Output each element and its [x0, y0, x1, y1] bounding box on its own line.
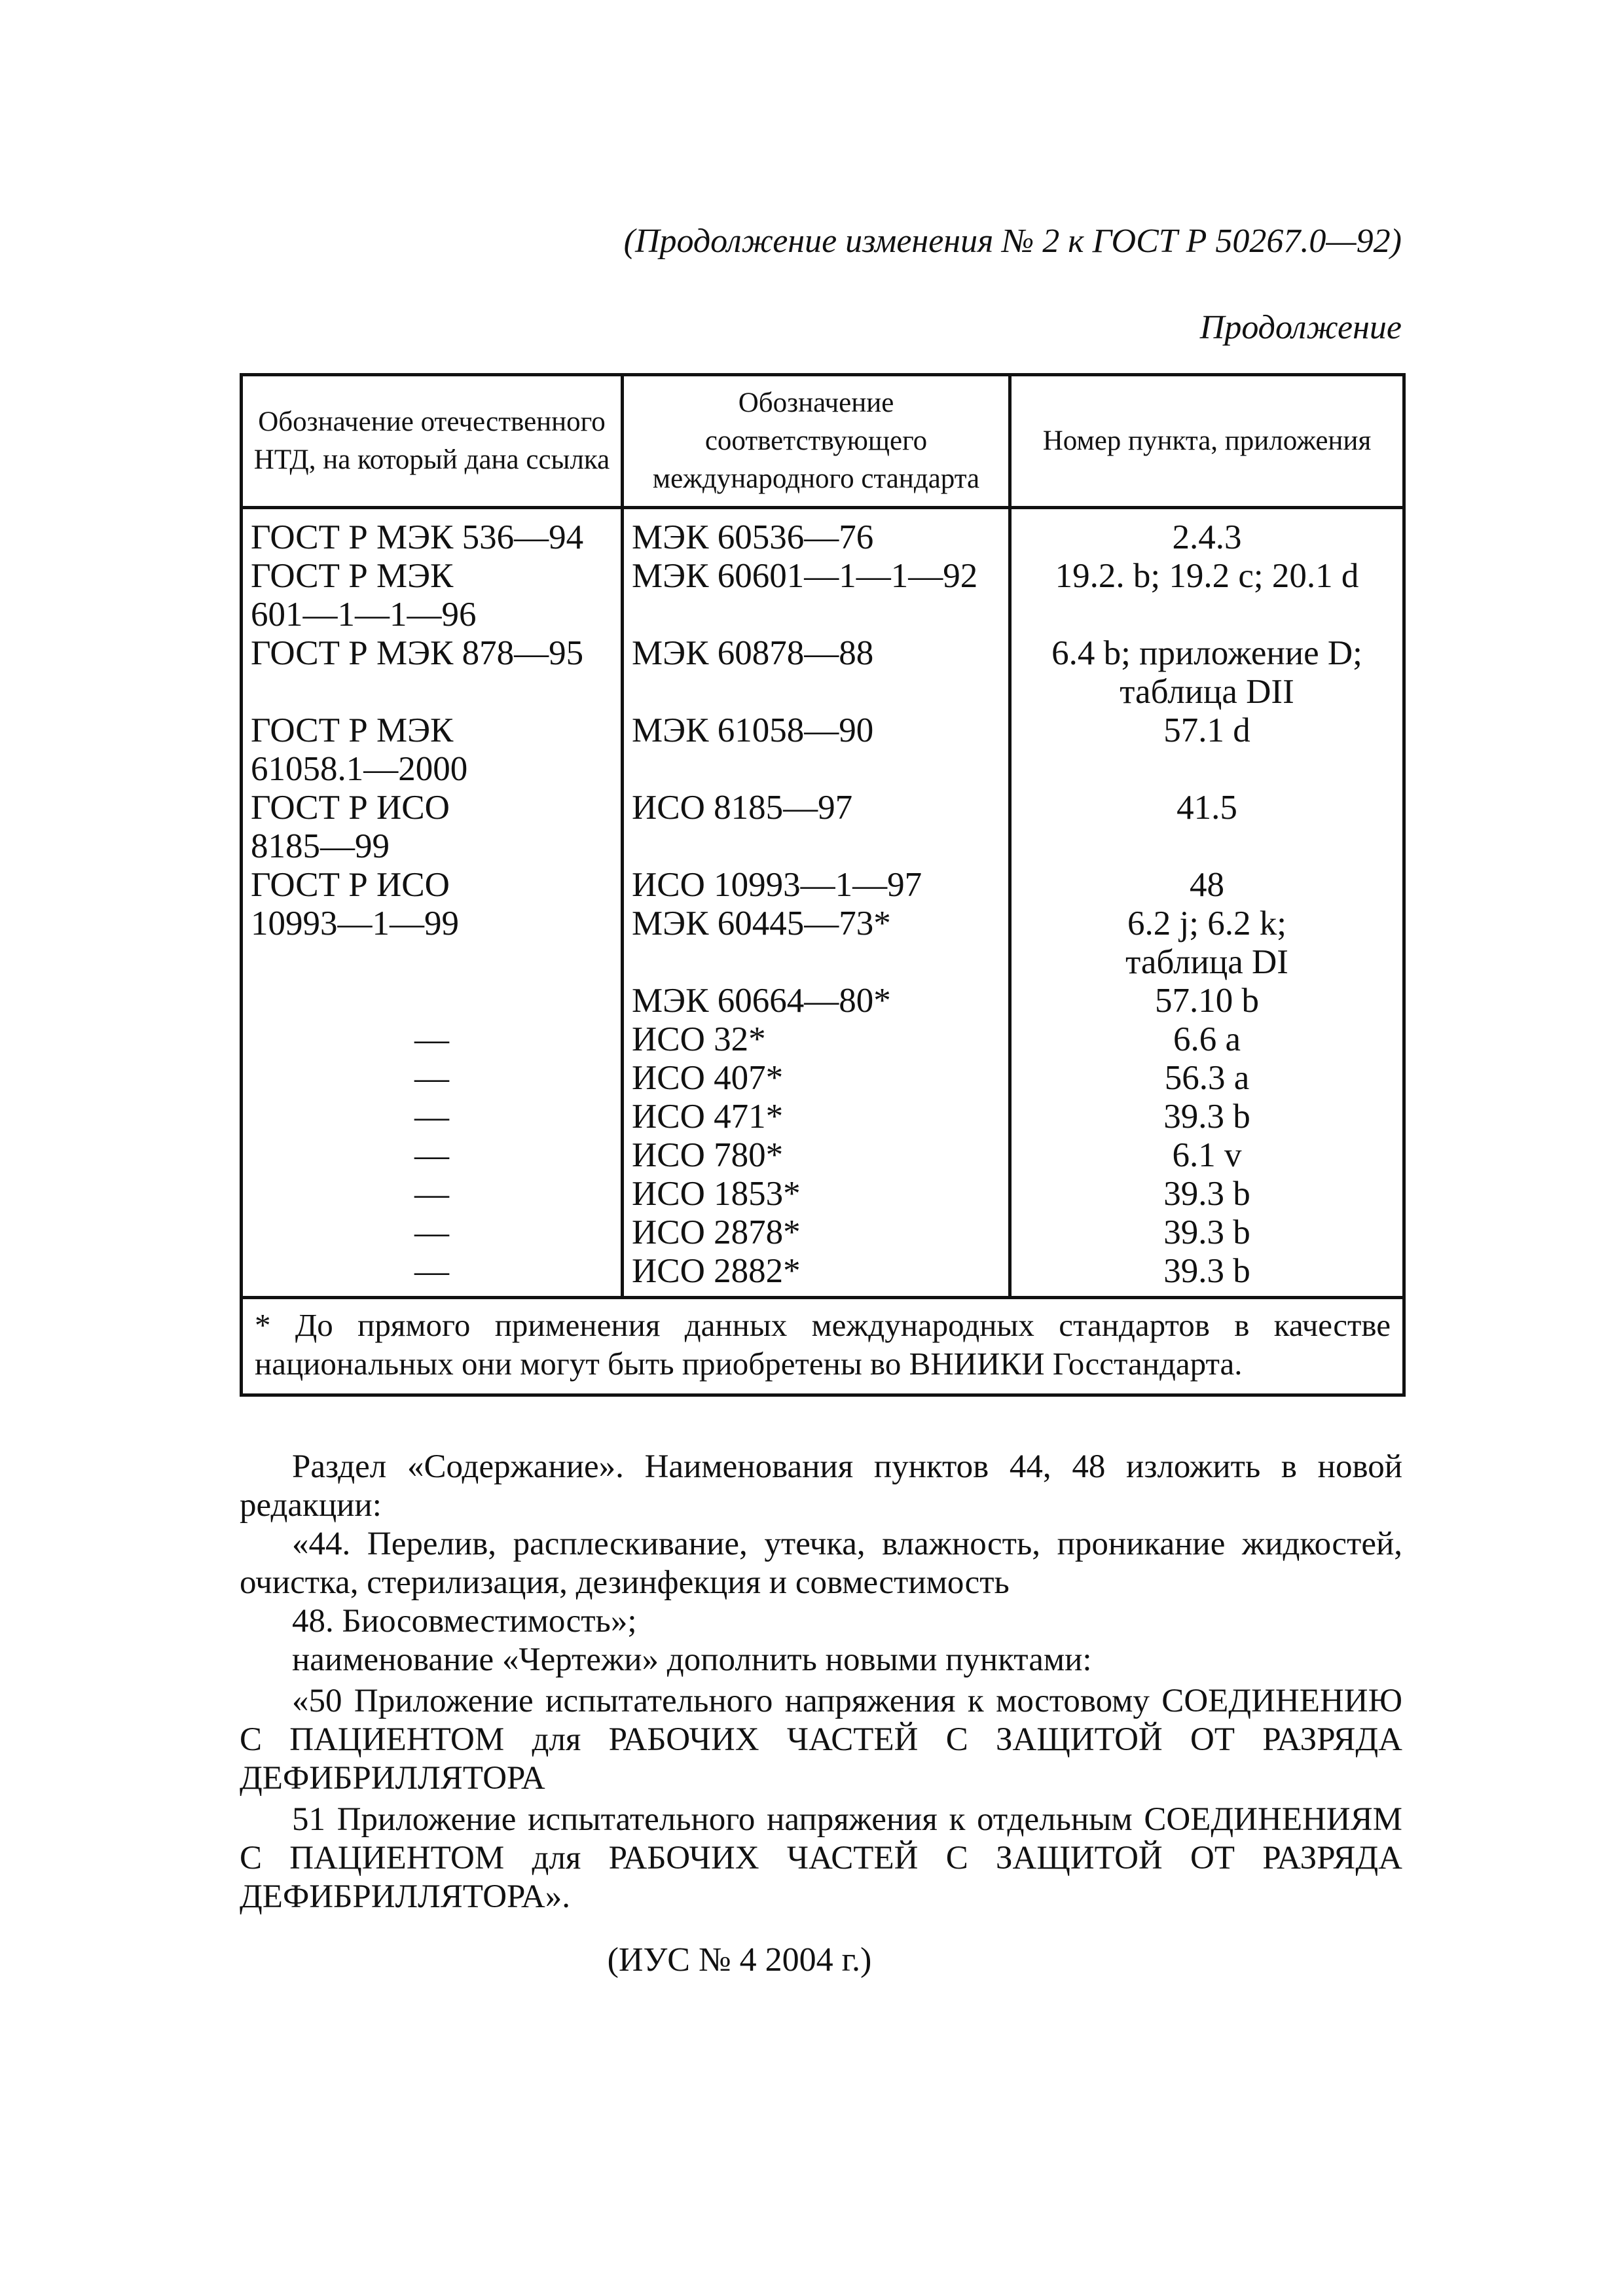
col-header-domestic: Обозначение отечественного НТД, на который дана ссылка: [242, 375, 623, 508]
paragraph-item-48: 48. Биосовместимость»;: [292, 1603, 637, 1640]
cell-international-standard: ИСО 780*: [623, 1136, 1010, 1175]
table-row: [242, 1252, 1404, 1298]
paragraph-item-51: 51 Приложение испытательного напряжения к отдельным СОЕДИНЕНИЯМ С ПАЦИЕНТОМ для РАБОЧИХ ЧАСТЕЙ С ЗАЩИТОЙ ОТ РАЗРЯДА ДЕФИБРИЛЛЯТОРА».: [240, 1801, 1402, 1915]
table-row: [242, 634, 1404, 711]
cell-clause: 6.6 a: [1010, 1020, 1404, 1059]
table-footnote: * До прямого применения данных международных стандартов в качестве национальных они могут быть приобретены во ВНИИКИ Госстандарта.: [242, 1298, 1404, 1395]
reference-table: [240, 373, 1406, 1397]
source-text: (ИУС № 4 2004 г.): [607, 1941, 872, 1979]
table-row: [242, 1059, 1404, 1098]
cell-international-standard: ИСО 2878*: [623, 1213, 1010, 1252]
table-row: [242, 1098, 1404, 1136]
table-row: [242, 982, 1404, 1020]
cell-international-standard: ИСО 2882*: [623, 1252, 1010, 1298]
cell-clause: 6.4 b; приложение D; таблица DII: [1010, 634, 1404, 711]
cell-international-standard: МЭК 61058—90: [623, 711, 1010, 789]
table-body: [242, 508, 1404, 1298]
cell-clause: 39.3 b: [1010, 1252, 1404, 1298]
paragraph-contents-section: Раздел «Содержание». Наименования пунктов 44, 48 изложить в новой редакции:: [240, 1448, 1402, 1524]
cell-international-standard: ИСО 407*: [623, 1059, 1010, 1098]
paragraph-item-44: «44. Перелив, расплескивание, утечка, влажность, проникание жидкостей, очистка, стерилизация, дезинфекция и совместимость: [240, 1526, 1402, 1601]
table-row: [242, 789, 1404, 866]
document-header: (Продолжение изменения № 2 к ГОСТ Р 50267.0—92): [623, 223, 1402, 260]
cell-clause: 39.3 b: [1010, 1175, 1404, 1213]
cell-domestic-standard: ГОСТ Р МЭК 878—95: [242, 634, 623, 711]
table-row: [242, 866, 1404, 982]
cell-international-standard: ИСО 10993—1—97 МЭК 60445—73*: [623, 866, 1010, 982]
cell-domestic-standard: ГОСТ Р ИСО 8185—99: [242, 789, 623, 866]
table-row: [242, 1213, 1404, 1252]
cell-domestic-standard: ГОСТ Р МЭК 61058.1—2000: [242, 711, 623, 789]
continuation-label: Продолжение: [1199, 309, 1402, 346]
cell-international-standard: МЭК 60878—88: [623, 634, 1010, 711]
table-row: [242, 557, 1404, 634]
cell-clause: 41.5: [1010, 789, 1404, 866]
cell-international-standard: МЭК 60601—1—1—92: [623, 557, 1010, 634]
cell-international-standard: ИСО 471*: [623, 1098, 1010, 1136]
cell-domestic-standard: ГОСТ Р ИСО 10993—1—99: [242, 866, 623, 982]
cell-domestic-standard: —: [242, 1020, 623, 1059]
source-reference: [0, 1941, 1623, 1979]
cell-clause: 19.2. b; 19.2 c; 20.1 d: [1010, 557, 1404, 634]
table-row: [242, 508, 1404, 558]
cell-international-standard: ИСО 32*: [623, 1020, 1010, 1059]
cell-clause: 57.1 d: [1010, 711, 1404, 789]
cell-clause: 6.1 v: [1010, 1136, 1404, 1175]
cell-domestic-standard: —: [242, 1252, 623, 1298]
table-row: [242, 711, 1404, 789]
cell-international-standard: МЭК 60536—76: [623, 508, 1010, 558]
table-row: [242, 1136, 1404, 1175]
cell-international-standard: ИСО 8185—97: [623, 789, 1010, 866]
paragraph-drawings: наименование «Чертежи» дополнить новыми пунктами:: [292, 1641, 1092, 1678]
cell-international-standard: МЭК 60664—80*: [623, 982, 1010, 1020]
table-row: [242, 1175, 1404, 1213]
cell-clause: 56.3 a: [1010, 1059, 1404, 1098]
cell-domestic-standard: [242, 982, 623, 1020]
table-row: [242, 1020, 1404, 1059]
cell-domestic-standard: ГОСТ Р МЭК 536—94: [242, 508, 623, 558]
cell-clause: 57.10 b: [1010, 982, 1404, 1020]
col-header-clause: Номер пункта, приложения: [1010, 375, 1404, 508]
cell-clause: 2.4.3: [1010, 508, 1404, 558]
cell-clause: 39.3 b: [1010, 1098, 1404, 1136]
table-header-row: [242, 375, 1404, 508]
footnote-row: [242, 1298, 1404, 1395]
cell-clause: 48 6.2 j; 6.2 k; таблица DI: [1010, 866, 1404, 982]
body-text: [240, 1448, 1402, 1916]
col-header-international: Обозначение соответствующего международного стандарта: [623, 375, 1010, 508]
cell-clause: 39.3 b: [1010, 1213, 1404, 1252]
cell-domestic-standard: ГОСТ Р МЭК 601—1—1—96: [242, 557, 623, 634]
cell-international-standard: ИСО 1853*: [623, 1175, 1010, 1213]
cell-domestic-standard: —: [242, 1213, 623, 1252]
cell-domestic-standard: —: [242, 1175, 623, 1213]
cell-domestic-standard: —: [242, 1136, 623, 1175]
paragraph-item-50: «50 Приложение испытательного напряжения к мостовому СОЕДИНЕНИЮ С ПАЦИЕНТОМ для РАБОЧИХ ЧАСТЕЙ С ЗАЩИТОЙ ОТ РАЗРЯДА ДЕФИБРИЛЛЯТОРА: [240, 1683, 1402, 1797]
cell-domestic-standard: —: [242, 1059, 623, 1098]
cell-domestic-standard: —: [242, 1098, 623, 1136]
